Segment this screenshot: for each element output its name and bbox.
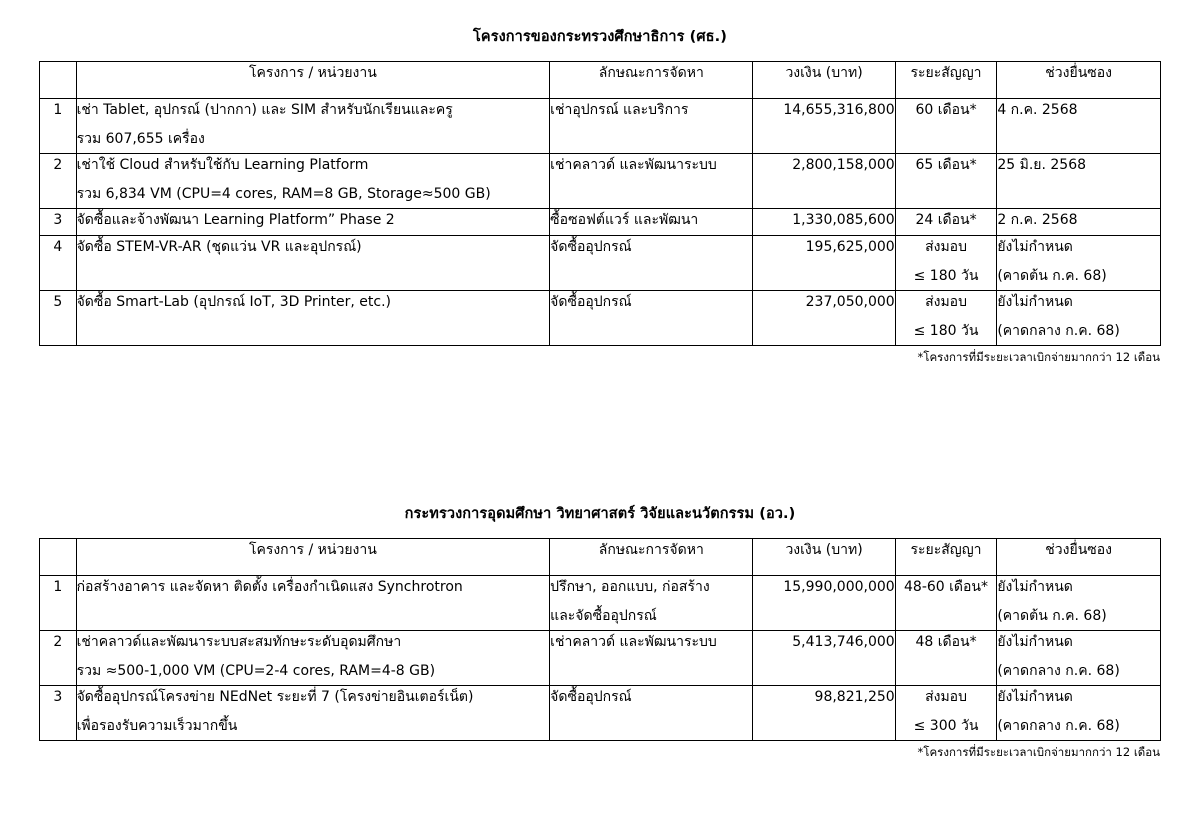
type-line: เช่าอุปกรณ์ และบริการ (550, 101, 689, 118)
duration-cell (895, 208, 997, 235)
table-row (40, 630, 1161, 685)
column-header-number (40, 538, 77, 575)
section-title-mhesi: กระทรวงการอุดมศึกษา วิทยาศาสตร์ วิจัยและนวัตกรรม (อว.) (404, 506, 796, 522)
column-header-window: ช่วงยื่นซอง (997, 538, 1161, 575)
row-number: 2 (40, 630, 77, 685)
table-row (40, 290, 1161, 345)
duration-cell (895, 630, 997, 685)
submission-window-cell (997, 630, 1161, 685)
window-line: 2 ก.ค. 2568 (997, 211, 1078, 228)
column-header-duration: ระยะสัญญา (895, 538, 997, 575)
submission-window-cell (997, 98, 1161, 153)
procurement-type-cell (550, 235, 753, 290)
column-header-number (40, 61, 77, 98)
project-line: รวม 607,655 เครื่อง (76, 130, 205, 147)
table-row (40, 208, 1161, 235)
window-line: ยังไม่กำหนด (997, 688, 1073, 705)
procurement-type-cell (550, 630, 753, 685)
column-header-amount: วงเงิน (บาท) (753, 538, 895, 575)
project-line: จัดซื้อ STEM-VR-AR (ชุดแว่น VR และอุปกรณ์) (76, 238, 362, 255)
project-line: ก่อสร้างอาคาร และจัดหา ติดตั้ง เครื่องกำเนิดแสง Synchrotron (76, 578, 463, 595)
row-number: 4 (40, 235, 77, 290)
table-body-mhesi (40, 575, 1161, 740)
column-header-duration: ระยะสัญญา (895, 61, 997, 98)
window-line: (คาดกลาง ก.ค. 68) (997, 717, 1120, 734)
project-cell (76, 153, 550, 208)
type-line: ซื้อซอฟต์แวร์ และพัฒนา (550, 211, 699, 228)
section-mhesi (0, 505, 1200, 760)
procurement-table-mhesi (39, 538, 1161, 741)
submission-window-cell (997, 290, 1161, 345)
window-line: ยังไม่กำหนด (997, 238, 1073, 255)
row-number: 5 (40, 290, 77, 345)
submission-window-cell (997, 685, 1161, 740)
procurement-type-cell (550, 685, 753, 740)
footnote-moe: *โครงการที่มีระยะเวลาเบิกจ่ายมากกว่า 12 เดือน (917, 349, 1160, 364)
type-line: เช่าคลาวด์ และพัฒนาระบบ (550, 156, 717, 173)
project-cell (76, 630, 550, 685)
column-header-amount: วงเงิน (บาท) (753, 61, 895, 98)
window-line: ยังไม่กำหนด (997, 633, 1073, 650)
procurement-type-cell (550, 153, 753, 208)
duration-cell (895, 98, 997, 153)
row-number: 1 (40, 575, 77, 630)
duration-line: 24 เดือน* (915, 211, 977, 228)
project-cell (76, 208, 550, 235)
window-line: (คาดกลาง ก.ค. 68) (997, 662, 1120, 679)
duration-cell (895, 290, 997, 345)
duration-line: 48-60 เดือน* (904, 578, 989, 595)
project-line: เช่า Tablet, อุปกรณ์ (ปากกา) และ SIM สำหรับนักเรียนและครู (76, 101, 453, 118)
amount-cell: 98,821,250 (753, 685, 895, 740)
header-row (40, 61, 1161, 98)
project-line: เพื่อรองรับความเร็วมากขึ้น (76, 717, 238, 734)
column-header-type: ลักษณะการจัดหา (550, 538, 753, 575)
table-row (40, 98, 1161, 153)
column-header-project: โครงการ / หน่วยงาน (76, 61, 550, 98)
duration-line: ส่งมอบ (925, 293, 967, 310)
duration-cell (895, 575, 997, 630)
table-row (40, 153, 1161, 208)
duration-cell (895, 685, 997, 740)
column-header-project: โครงการ / หน่วยงาน (76, 538, 550, 575)
row-number: 3 (40, 208, 77, 235)
section-moe (0, 28, 1200, 365)
procurement-type-cell (550, 290, 753, 345)
row-number: 1 (40, 98, 77, 153)
project-cell (76, 685, 550, 740)
project-line: จัดซื้อ Smart-Lab (อุปกรณ์ IoT, 3D Printer, etc.) (76, 293, 392, 310)
duration-line: 48 เดือน* (915, 633, 977, 650)
procurement-type-cell (550, 575, 753, 630)
project-line: จัดซื้อและจ้างพัฒนา Learning Platform” Phase 2 (76, 211, 395, 228)
amount-cell: 237,050,000 (753, 290, 895, 345)
window-line: 25 มิ.ย. 2568 (997, 156, 1087, 173)
procurement-type-cell (550, 98, 753, 153)
duration-cell (895, 235, 997, 290)
type-line: จัดซื้ออุปกรณ์ (550, 688, 632, 705)
duration-cell (895, 153, 997, 208)
submission-window-cell (997, 153, 1161, 208)
table-body-moe (40, 98, 1161, 345)
duration-line: ≤ 180 วัน (913, 267, 979, 284)
duration-line: 65 เดือน* (915, 156, 977, 173)
amount-cell: 195,625,000 (753, 235, 895, 290)
header-row (40, 538, 1161, 575)
duration-line: ≤ 180 วัน (913, 322, 979, 339)
duration-line: 60 เดือน* (915, 101, 977, 118)
table-row (40, 235, 1161, 290)
duration-line: ≤ 300 วัน (913, 717, 979, 734)
amount-cell: 2,800,158,000 (753, 153, 895, 208)
row-number: 3 (40, 685, 77, 740)
table-row (40, 575, 1161, 630)
amount-cell: 1,330,085,600 (753, 208, 895, 235)
footnote-mhesi: *โครงการที่มีระยะเวลาเบิกจ่ายมากกว่า 12 เดือน (917, 744, 1160, 759)
duration-line: ส่งมอบ (925, 238, 967, 255)
type-line: และจัดซื้ออุปกรณ์ (550, 607, 657, 624)
table-row (40, 685, 1161, 740)
amount-cell: 5,413,746,000 (753, 630, 895, 685)
project-line: รวม 6,834 VM (CPU=4 cores, RAM=8 GB, Storage≈500 GB) (76, 185, 491, 202)
column-header-window: ช่วงยื่นซอง (997, 61, 1161, 98)
amount-cell: 15,990,000,000 (753, 575, 895, 630)
type-line: ปรึกษา, ออกแบบ, ก่อสร้าง (550, 578, 710, 595)
type-line: จัดซื้ออุปกรณ์ (550, 238, 632, 255)
window-line: ยังไม่กำหนด (997, 578, 1073, 595)
table-header-moe (40, 61, 1161, 98)
project-cell (76, 575, 550, 630)
window-line: ยังไม่กำหนด (997, 293, 1073, 310)
section-title-moe: โครงการของกระทรวงศึกษาธิการ (ศธ.) (473, 29, 727, 45)
window-line: (คาดต้น ก.ค. 68) (997, 607, 1107, 624)
type-line: เช่าคลาวด์ และพัฒนาระบบ (550, 633, 717, 650)
project-cell (76, 98, 550, 153)
project-cell (76, 235, 550, 290)
column-header-type: ลักษณะการจัดหา (550, 61, 753, 98)
submission-window-cell (997, 235, 1161, 290)
window-line: (คาดต้น ก.ค. 68) (997, 267, 1107, 284)
submission-window-cell (997, 575, 1161, 630)
submission-window-cell (997, 208, 1161, 235)
project-line: เช่าคลาวด์และพัฒนาระบบสะสมทักษะระดับอุดมศึกษา (76, 633, 402, 650)
window-line: 4 ก.ค. 2568 (997, 101, 1078, 118)
project-line: จัดซื้ออุปกรณ์โครงข่าย NEdNet ระยะที่ 7 (โครงข่ายอินเตอร์เน็ต) (76, 688, 474, 705)
procurement-table-moe (39, 61, 1161, 346)
procurement-type-cell (550, 208, 753, 235)
table-header-mhesi (40, 538, 1161, 575)
project-line: รวม ≈500-1,000 VM (CPU=2-4 cores, RAM=4-8 GB) (76, 662, 436, 679)
project-line: เช่าใช้ Cloud สำหรับใช้กับ Learning Platform (76, 156, 369, 173)
type-line: จัดซื้ออุปกรณ์ (550, 293, 632, 310)
duration-line: ส่งมอบ (925, 688, 967, 705)
amount-cell: 14,655,316,800 (753, 98, 895, 153)
project-cell (76, 290, 550, 345)
row-number: 2 (40, 153, 77, 208)
window-line: (คาดกลาง ก.ค. 68) (997, 322, 1120, 339)
